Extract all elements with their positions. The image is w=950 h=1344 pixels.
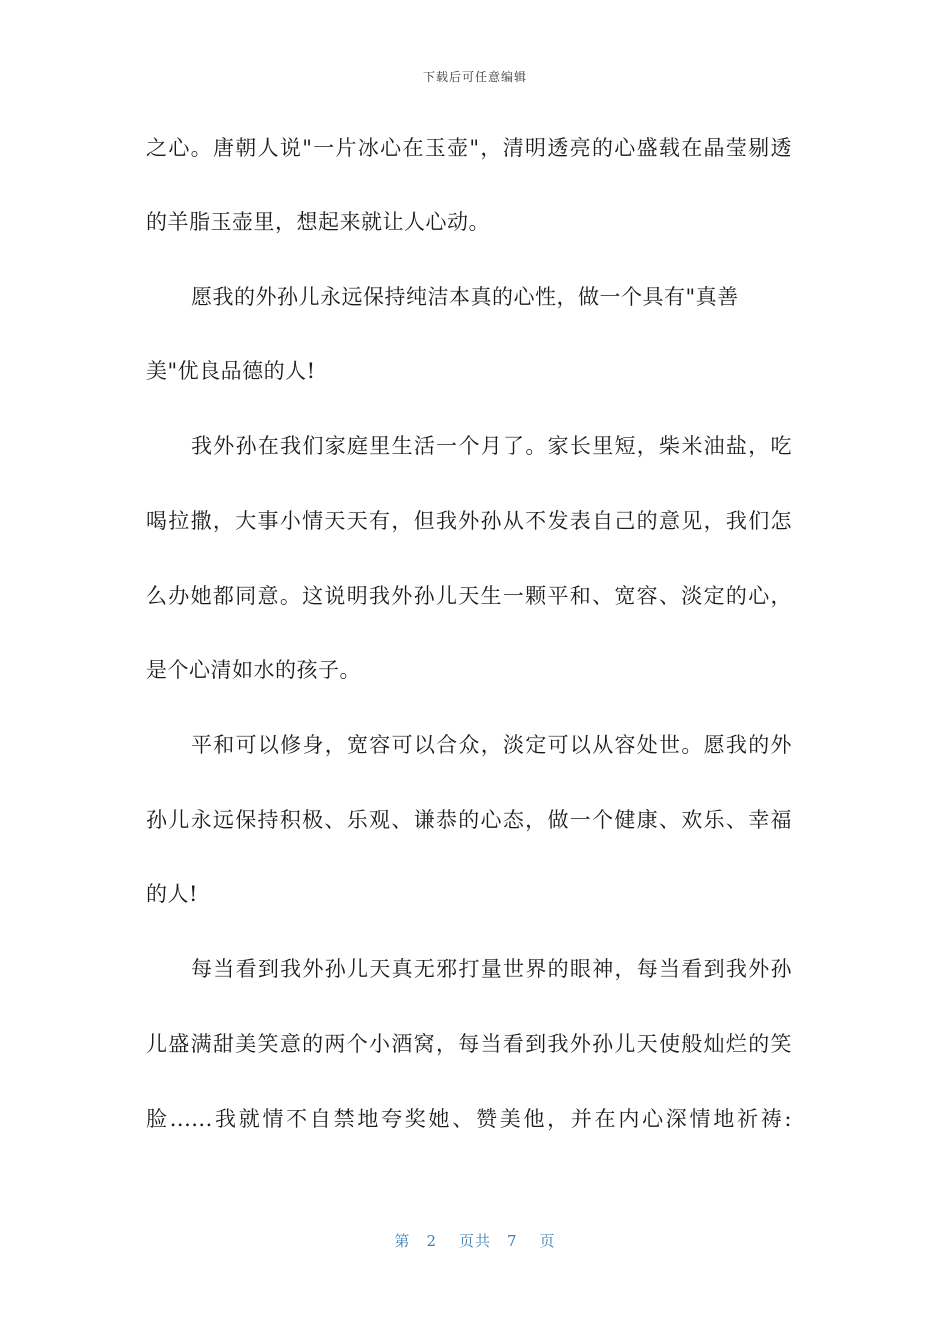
paragraph-line: 美"优良品德的人! <box>146 359 316 383</box>
paragraph-line: 的羊脂玉壶里，想起来就让人心动。 <box>146 210 490 234</box>
paragraph-line: 每当看到我外孙儿天真无邪打量世界的眼神，每当看到我外孙 <box>191 957 792 981</box>
header-note: 下载后可任意编辑 <box>422 70 527 84</box>
paragraph-line: 平和可以修身，宽容可以合众，淡定可以从容处世。愿我的外 <box>191 733 792 757</box>
paragraph-line: 脸......我就情不自禁地夸奖她、赞美他，并在内心深情地祈祷: <box>146 1107 792 1131</box>
paragraph-line: 么办她都同意。这说明我外孙儿天生一颗平和、宽容、淡定的心， <box>146 584 792 608</box>
paragraph-line: 孙儿永远保持积极、乐观、谦恭的心态，做一个健康、欢乐、幸福 <box>146 808 792 832</box>
paragraph-line: 愿我的外孙儿永远保持纯洁本真的心性，做一个具有"真善 <box>191 285 739 309</box>
paragraph-line: 的人! <box>146 882 198 906</box>
paragraph-line: 之心。唐朝人说"一片冰心在玉壶"，清明透亮的心盛载在晶莹剔透 <box>146 136 792 160</box>
paragraph-line: 我外孙在我们家庭里生活一个月了。家长里短，柴米油盐，吃 <box>191 434 792 458</box>
total-page-number: 7 <box>507 1232 518 1250</box>
paragraph-line: 是个心清如水的孩子。 <box>146 658 361 682</box>
current-page-number: 2 <box>426 1232 437 1250</box>
paragraph-line: 儿盛满甜美笑意的两个小酒窝，每当看到我外孙儿天使般灿烂的笑 <box>146 1032 792 1056</box>
footer-label-ye: 页 <box>539 1232 556 1250</box>
footer-label-di: 第 <box>394 1232 411 1250</box>
paragraph-line: 喝拉撒，大事小情天天有，但我外孙从不发表自己的意见，我们怎 <box>146 509 792 533</box>
footer-label-ye-gong: 页共 <box>458 1232 491 1250</box>
page-footer <box>0 1230 950 1251</box>
